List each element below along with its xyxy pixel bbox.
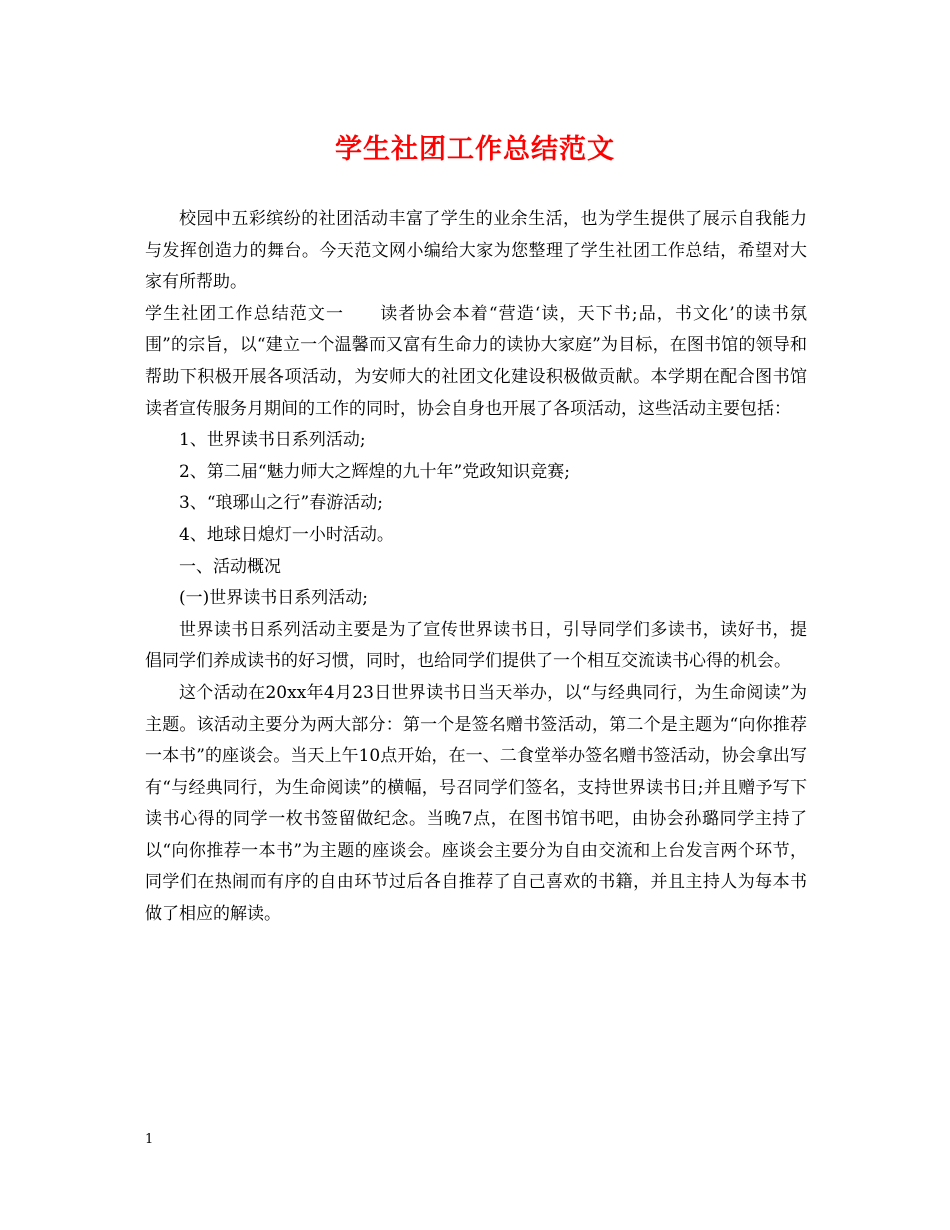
world-book-day-details-paragraph: 这个活动在20xx年4月23日世界读书日当天举办，以“与经典同行，为生命阅读”为主题。该活动主要分为两大部分：第一个是签名赠书签活动，第二个是主题为“向你推荐一本书”的座谈会。当天上午10点开始，在一、二食堂举办签名赠书签活动，协会拿出写有“与经典同行，为生命阅读”的横幅，号召同学们签名，支持世界读书日;并且赠予写下读书心得的同学一枚书签留做纪念。当晚7点，在图书馆书吧，由协会孙璐同学主持了以“向你推荐一本书”为主题的座谈会。座谈会主要分为自由交流和上台发言两个环节，同学们在热闹而有序的自由环节过后各自推荐了自己喜欢的书籍，并且主持人为每本书做了相应的解读。 — [145, 682, 807, 925]
page-number: 1 — [145, 1132, 154, 1147]
document-body — [145, 204, 807, 931]
activity-list-item-2: 2、第二届“魅力师大之辉煌的九十年”党政知识竞赛; — [179, 461, 570, 482]
subsection-heading-world-book-day: (一)世界读书日系列活动; — [179, 588, 368, 609]
section-intro-paragraph: 学生社团工作总结范文一 读者协会本着“营造‘读，天下书;品，书文化’的读书氛围”的宗旨，以“建立一个温馨而又富有生命力的读协大家庭”为目标，在图书馆的领导和帮助下积极开展各项活动，为安师大的社团文化建设积极做贡献。本学期在配合图书馆读者宣传服务月期间的工作的同时，协会自身也开展了各项活动，这些活动主要包括： — [145, 303, 807, 419]
document-title: 学生社团工作总结范文 — [335, 134, 615, 165]
activity-list-item-1: 1、世界读书日系列活动; — [179, 430, 366, 451]
activity-list-item-3: 3、“琅琊山之行”春游活动; — [179, 493, 383, 514]
activity-list-item-4: 4、地球日熄灯一小时活动。 — [179, 524, 394, 545]
world-book-day-purpose-paragraph: 世界读书日系列活动主要是为了宣传世界读书日，引导同学们多读书，读好书，提倡同学们养成读书的好习惯，同时，也给同学们提供了一个相互交流读书心得的机会。 — [145, 619, 807, 672]
section-heading-overview: 一、活动概况 — [179, 556, 281, 577]
intro-paragraph: 校园中五彩缤纷的社团活动丰富了学生的业余生活，也为学生提供了展示自我能力与发挥创造力的舞台。今天范文网小编给大家为您整理了学生社团工作总结，希望对大家有所帮助。 — [145, 209, 807, 293]
